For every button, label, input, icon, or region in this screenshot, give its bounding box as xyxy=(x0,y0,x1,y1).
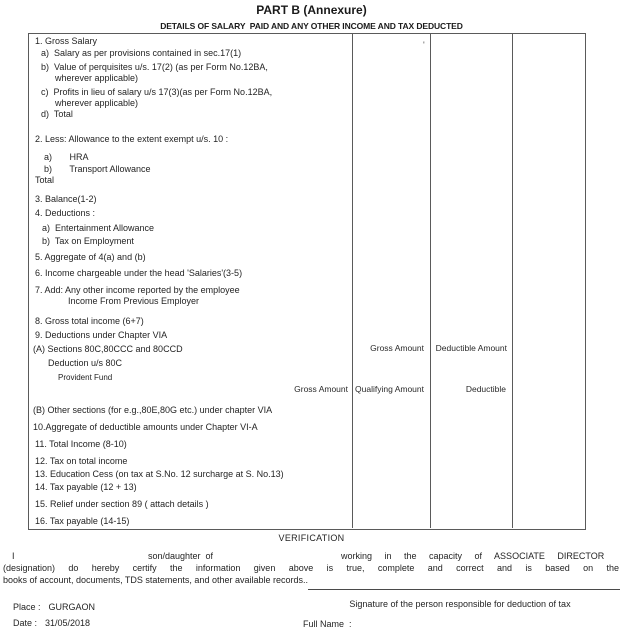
verification-line-2: (designation) do hereby certify the information given above is true, complete and correct and is based on the xyxy=(3,563,619,573)
col-header-deductible-amount: Deductible Amount xyxy=(435,343,507,353)
row-deductions: 4. Deductions : xyxy=(35,208,96,218)
stray-mark: ' xyxy=(423,40,425,50)
row-tax-payable-12-13: 14. Tax payable (12 + 13) xyxy=(35,482,137,492)
date-value: 31/05/2018 xyxy=(45,618,91,628)
col-header-qualifying-amount: Qualifying Amount xyxy=(355,384,424,394)
place-value: GURGAON xyxy=(48,602,96,612)
row-perquisites-17-2: b) Value of perquisites u/s. 17(2) (as per Form No.12BA, xyxy=(41,62,268,72)
row-gross-total-income: 8. Gross total income (6+7) xyxy=(35,316,144,326)
row-relief-section-89: 15. Relief under section 89 ( attach details ) xyxy=(35,499,209,509)
row-income-previous-employer: Income From Previous Employer xyxy=(68,296,200,306)
col-header-gross-amount-2: Gross Amount xyxy=(294,384,348,394)
row-gross-salary: 1. Gross Salary xyxy=(35,36,98,46)
row-provident-fund: Provident Fund xyxy=(58,373,113,382)
row-tax-on-employment: b) Tax on Employment xyxy=(42,236,134,246)
col-header-deductible: Deductible xyxy=(465,384,506,394)
verification-line-1 xyxy=(0,551,623,562)
row-entertainment-allowance: a) Entertainment Allowance xyxy=(42,223,155,233)
row-income-chargeable: 6. Income chargeable under the head 'Salaries'(3-5) xyxy=(35,268,243,278)
row-salary-sec17-1: a) Salary as per provisions contained in sec.17(1) xyxy=(41,48,242,58)
row-hra: a) HRA xyxy=(44,152,89,162)
place-label: Place : xyxy=(13,602,41,612)
table-column-divider-3 xyxy=(512,33,513,528)
full-name-row xyxy=(303,619,352,629)
row-tax-payable-14-15: 16. Tax payable (14-15) xyxy=(35,516,130,526)
full-name-label: Full Name : xyxy=(303,619,352,629)
page-title: PART B (Annexure) xyxy=(256,3,367,17)
row-sections-80c: (A) Sections 80C,80CCC and 80CCD xyxy=(33,344,183,354)
row-total-income: 11. Total Income (8-10) xyxy=(35,439,127,449)
row-gross-salary-total: d) Total xyxy=(41,109,73,119)
date-label: Date : xyxy=(13,618,38,628)
verification-line1-son-daughter: son/daughter of xyxy=(148,551,214,561)
row-education-cess: 13. Education Cess (on tax at S.No. 12 surcharge at S. No.13) xyxy=(35,469,284,479)
table-column-divider-1 xyxy=(352,33,353,528)
row-tax-on-total-income: 12. Tax on total income xyxy=(35,456,128,466)
row-other-sections-via: (B) Other sections (for e.g.,80E,80G etc.) under chapter VIA xyxy=(33,405,273,415)
row-add-other-income: 7. Add: Any other income reported by the employee xyxy=(35,285,240,295)
row-perquisites-wrap: wherever applicable) xyxy=(55,73,139,83)
row-balance: 3. Balance(1-2) xyxy=(35,194,97,204)
row-profits-wrap: wherever applicable) xyxy=(55,98,139,108)
verification-heading: VERIFICATION xyxy=(278,533,345,543)
signature-label: Signature of the person responsible for deduction of tax xyxy=(349,599,571,609)
signature-line xyxy=(308,589,620,590)
page-subtitle: DETAILS OF SALARY PAID AND ANY OTHER INCOME AND TAX DEDUCTED xyxy=(160,21,463,31)
place-row xyxy=(13,602,95,612)
row-exempt-total: Total xyxy=(35,175,55,185)
verification-line1-capacity: working in the capacity of ASSOCIATE DIRECTOR xyxy=(341,551,605,561)
row-less-allowance-exempt: 2. Less: Allowance to the extent exempt u/s. 10 : xyxy=(35,134,229,144)
row-transport-allowance: b) Transport Allowance xyxy=(44,164,151,174)
table-column-divider-2 xyxy=(430,33,431,528)
row-aggregate-4a-4b: 5. Aggregate of 4(a) and (b) xyxy=(35,252,146,262)
row-aggregate-deductible: 10.Aggregate of deductible amounts under Chapter VI-A xyxy=(33,422,258,432)
row-deductions-chapter-via: 9. Deductions under Chapter VIA xyxy=(35,330,168,340)
col-header-gross-amount: Gross Amount xyxy=(370,343,424,353)
row-profits-17-3: c) Profits in lieu of salary u/s 17(3)(as per Form No.12BA, xyxy=(41,87,273,97)
date-row xyxy=(13,618,90,628)
row-deduction-us-80c: Deduction u/s 80C xyxy=(48,358,123,368)
verification-line1-i: I xyxy=(12,551,15,561)
verification-line-3: books of account, documents, TDS statements, and other available records.. xyxy=(3,575,308,585)
